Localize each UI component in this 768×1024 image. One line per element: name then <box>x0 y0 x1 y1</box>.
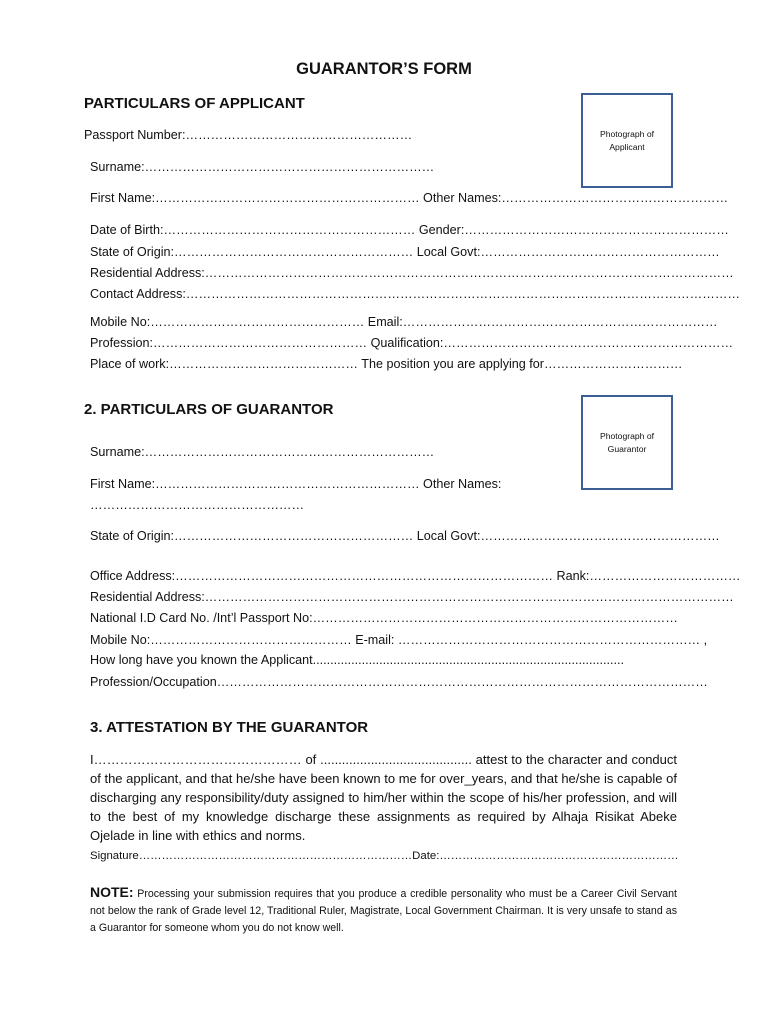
form-title: GUARANTOR’S FORM <box>296 60 472 78</box>
guarantor-id-passport-field[interactable]: National I.D Card No. /Int’l Passport No:…………………………………………………………………………… <box>90 611 678 625</box>
applicant-passport-field[interactable]: Passport Number:……………………………………………… <box>84 128 413 142</box>
applicant-surname-field[interactable]: Surname:…………………………………………………………… <box>90 160 435 174</box>
guarantor-office-rank-field[interactable]: Office Address:……………………………………………………………………………… Rank:……………………………… <box>90 569 741 583</box>
guarantor-othernames-continuation[interactable]: …………………………………………… <box>90 498 305 512</box>
applicant-state-lga-field[interactable]: State of Origin:………………………………………………… Local Govt:………………………………………………… <box>90 245 720 259</box>
applicant-section-heading: PARTICULARS OF APPLICANT <box>84 95 305 112</box>
guarantor-photo-label: Photograph of Guarantor <box>600 430 654 454</box>
applicant-workplace-field[interactable]: Place of work:……………………………………… The position you are applying for…………………………… <box>90 357 683 371</box>
guarantor-photo-box[interactable] <box>581 395 673 490</box>
guarantor-surname-field[interactable]: Surname:…………………………………………………………… <box>90 445 435 459</box>
applicant-name-field[interactable]: First Name:……………………………………………………… Other Names:……………………………………………… <box>90 191 729 205</box>
guarantor-mobile-email-field[interactable]: Mobile No:………………………………………… E-mail: ……………………………………………………………… , <box>90 633 708 647</box>
applicant-photo-label: Photograph of Applicant <box>600 128 654 152</box>
note-text: Processing your submission requires that you produce a credible personality who must be a Career Civil Servant not below the rank of Grade level 12, Traditional Ruler, Magistrate, Local Government Chairman. It is very unsafe to stand as a Guarantor for someone whom you do not know well. <box>90 888 677 934</box>
guarantor-residential-field[interactable]: Residential Address:……………………………………………………………………………………………………………… <box>90 590 734 604</box>
signature-date-field[interactable]: Signature………………………………………………………………Date:……………………………………………………… <box>90 850 679 862</box>
guarantor-section-heading: 2. PARTICULARS OF GUARANTOR <box>84 401 334 418</box>
applicant-mobile-email-field[interactable]: Mobile No:…………………………………………… Email:………………………………………………………………… <box>90 315 718 329</box>
applicant-dob-gender-field[interactable]: Date of Birth:…………………………………………………… Gender:……………………………………………………… <box>90 223 729 237</box>
note-label: NOTE: <box>90 884 134 900</box>
applicant-contact-field[interactable]: Contact Address:…………………………………………………………………………………………………………………… <box>90 287 741 301</box>
guarantor-name-field[interactable]: First Name:……………………………………………………… Other Names: <box>90 477 502 491</box>
attestation-paragraph: I………………………………………… of .......................................... attest to the character and conduct of the applicant, and that he/she have been known to me for over_years, and that he/she is capable of discharging any responsibility/duty assigned to him/her within the scope of his/her profession, and will to the best of my knowledge discharge these assignments as required by Alhaja Risikat Abeke Ojelade in line with ethics and norms. <box>90 752 677 843</box>
note-paragraph <box>90 884 677 937</box>
applicant-photo-box[interactable] <box>581 93 673 188</box>
guarantor-known-duration-field[interactable]: How long have you known the Applicant......................................................................................... <box>90 653 625 667</box>
attestation-section-heading: 3. ATTESTATION BY THE GUARANTOR <box>90 719 369 736</box>
applicant-residential-field[interactable]: Residential Address:……………………………………………………………………………………………………………… <box>90 266 734 280</box>
applicant-profession-field[interactable]: Profession:…………………………………………… Qualification:…………………………………………………………… <box>90 336 734 350</box>
guarantor-state-lga-field[interactable]: State of Origin:………………………………………………… Local Govt:………………………………………………… <box>90 529 720 543</box>
guarantor-occupation-field[interactable]: Profession/Occupation……………………………………………………………………………………………………… <box>90 675 708 689</box>
